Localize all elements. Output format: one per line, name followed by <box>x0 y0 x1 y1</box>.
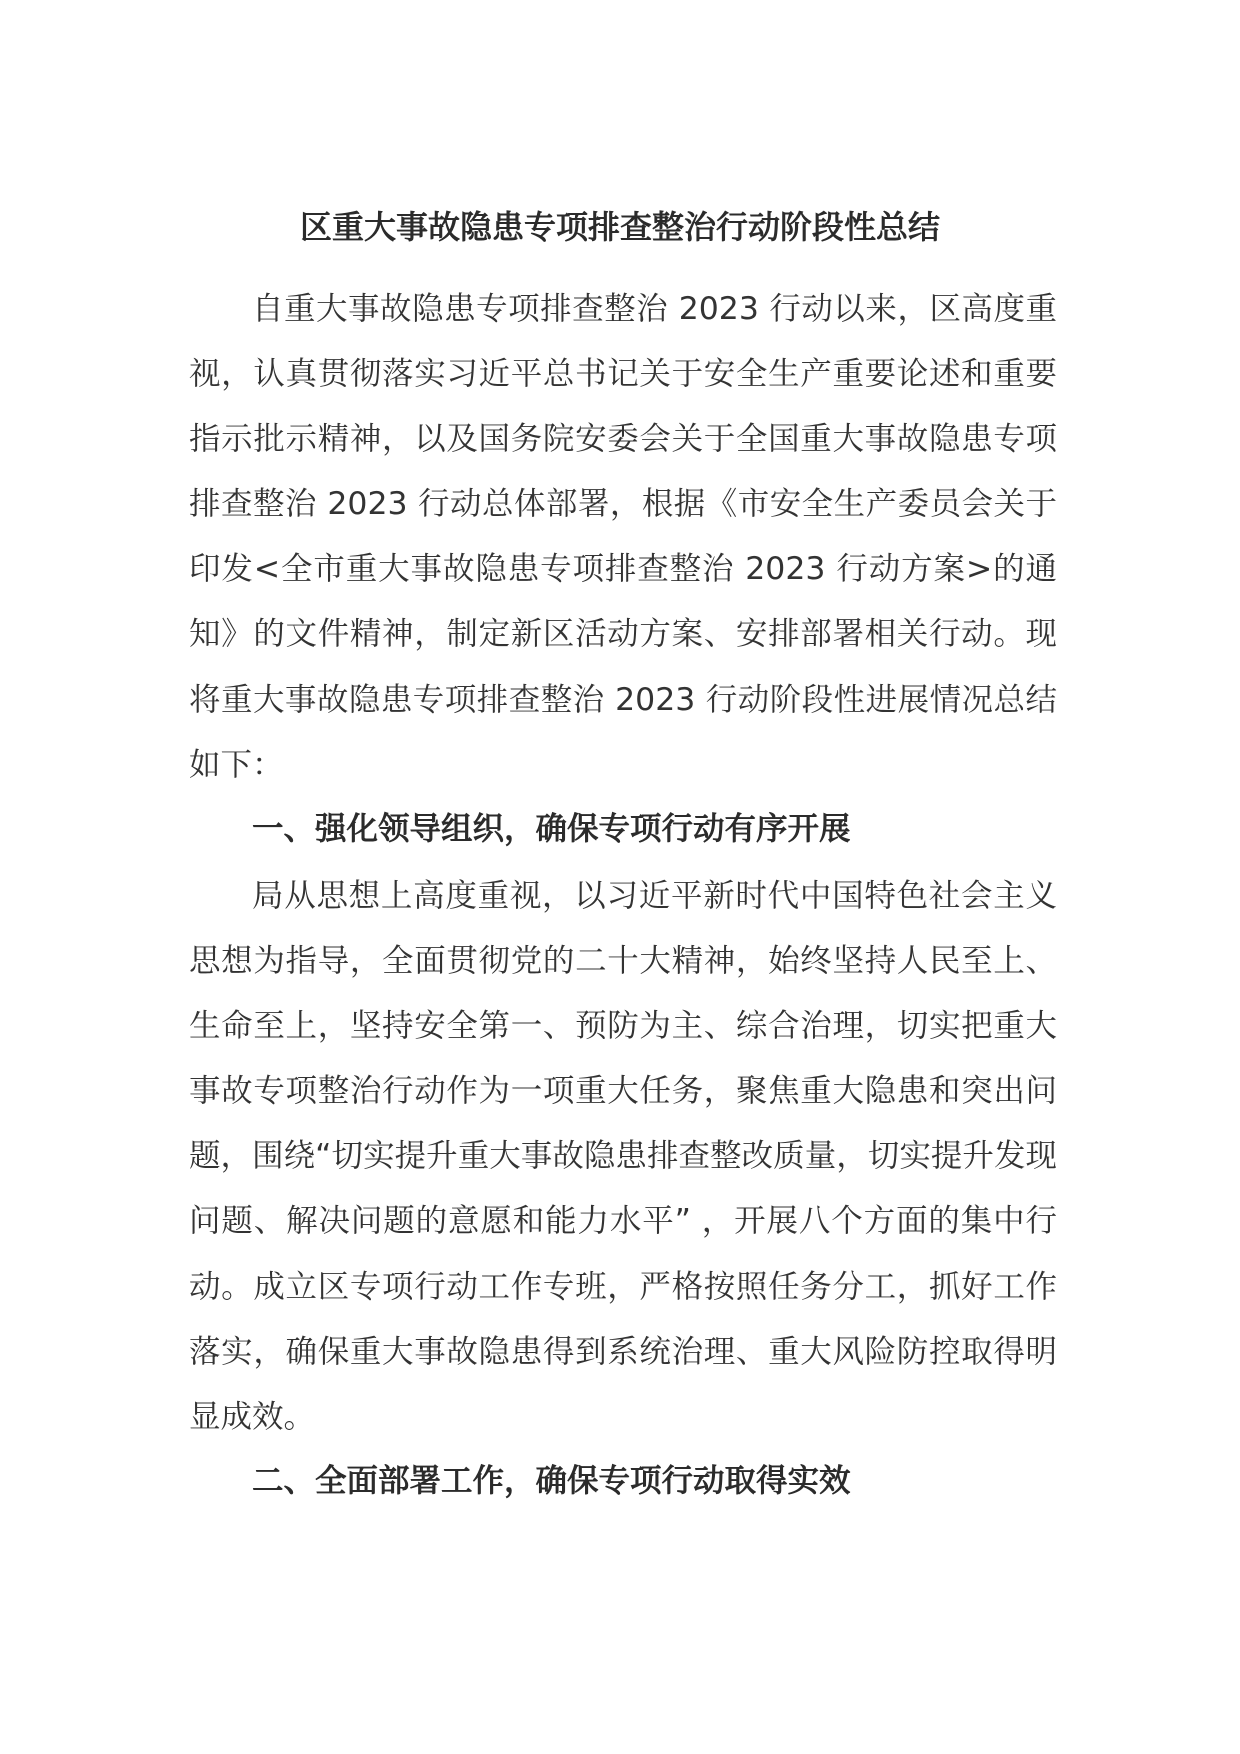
section-heading-2: 二、全面部署工作，确保专项行动取得实效 <box>252 1463 851 1499</box>
document-title: 区重大事故隐患专项排查整治行动阶段性总结 <box>299 208 940 246</box>
intro-paragraph: 自重大事故隐患专项排查整治 2023 行动以来，区高度重视，认真贯彻落实习近平总书记关于安全生产重要论述和重要指示批示精神，以及国务院安委会关于全国重大事故隐患专项排查整治 2023 行动总体部署，根据《市安全生产委员会关于印发<全市重大事故隐患专项排查整治 2023 行动方案>的通知》的文件精神，制定新区活动方案、安排部署相关行动。现将重大事故隐患专项排查整治 2023 行动阶段性进展情况总结如下： <box>189 291 1057 783</box>
section-body-1: 局从思想上高度重视，以习近平新时代中国特色社会主义思想为指导，全面贯彻党的二十大精神，始终坚持人民至上、生命至上，坚持安全第一、预防为主、综合治理，切实把重大事故专项整治行动作为一项重大任务，聚焦重大隐患和突出问题，围绕“切实提升重大事故隐患排查整改质量，切实提升发现问题、解决问题的意愿和能力水平” ，开展八个方面的集中行动。成立区专项行动工作专班，严格按照任务分工，抓好工作落实，确保重大事故隐患得到系统治理、重大风险防控取得明显成效。 <box>189 878 1057 1435</box>
section-heading-1: 一、强化领导组织，确保专项行动有序开展 <box>252 811 851 847</box>
